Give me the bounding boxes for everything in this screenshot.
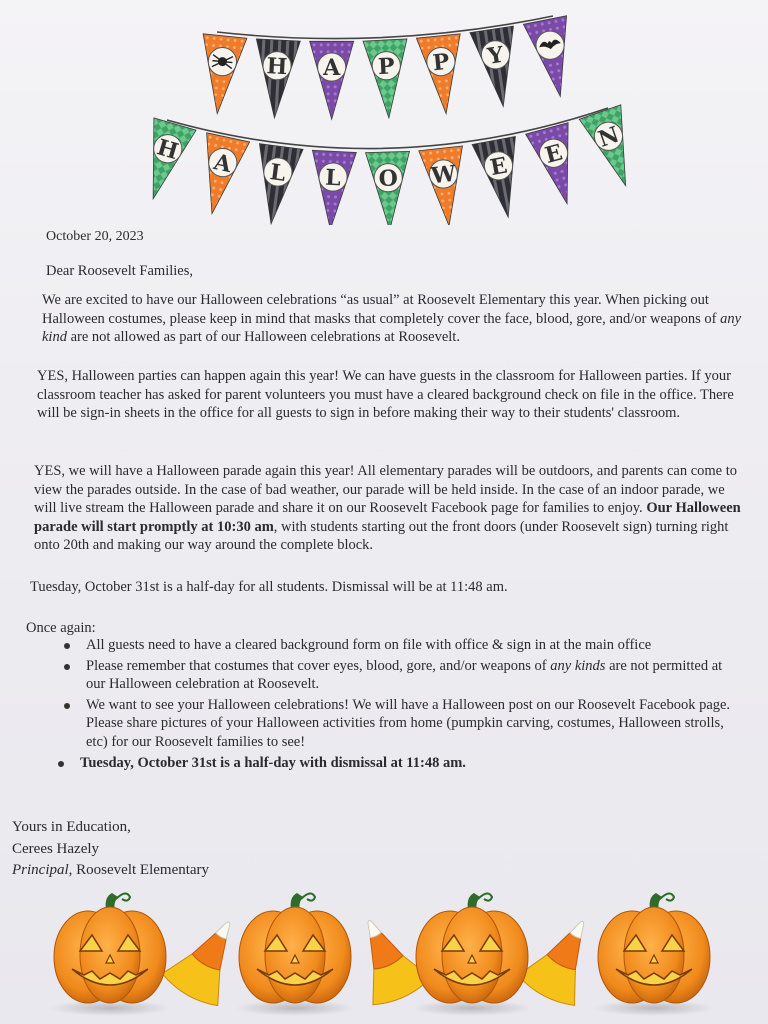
- bullet-icon: [58, 761, 64, 767]
- list-item: [58, 696, 738, 752]
- pennant-letter-e: [526, 123, 589, 210]
- pennant-letter-text: A: [323, 55, 341, 82]
- pennant-letter-text: N: [595, 121, 623, 153]
- pennant-letter-l: [249, 144, 303, 225]
- pennant-letter-o: [366, 151, 412, 225]
- pennant-letter-a: [190, 133, 249, 218]
- paragraph-parade-text: YES, we will have a Halloween parade again this year! All elementary parades will be outdoors, and parents can come to view the parades outside. In the case of bad weather, our parade will be held inside. In the case of an indoor parade, we will live stream the Halloween parade and share it on our Roosevelt Facebook page for families to enjoy.: [34, 463, 738, 517]
- list-item-bold: Tuesday, October 31st is a half-day with dismissal at 11:48 am.: [80, 754, 466, 771]
- pumpkin-icon: [50, 893, 170, 1016]
- paragraph-half-day: Tuesday, October 31st is a half-day for all students. Dismissal will be at 11:48 am.: [30, 579, 508, 595]
- pennant-letter-text: Y: [485, 41, 506, 70]
- pennant-letter-l: [308, 150, 356, 225]
- pumpkin-icon: [412, 893, 532, 1016]
- paragraph-costumes-text-end: are not allowed as part of our Halloween celebrations at Roosevelt.: [66, 329, 460, 346]
- pennant-letter-text: W: [429, 160, 458, 190]
- paragraph-parade-bold: Our Halloween parade will start promptly at 10:30 am: [34, 500, 741, 535]
- pennant-letter-p: [416, 34, 468, 116]
- pennant-letter-p: [363, 39, 411, 119]
- list-item-emphasis: any kinds: [550, 657, 606, 674]
- pennant-letter-y: [470, 26, 525, 110]
- pennant-letter-h: [252, 39, 300, 119]
- signer-title-school: , Roosevelt Elementary: [68, 862, 210, 878]
- pumpkin-icon: [594, 893, 714, 1016]
- pennant-letter-text: E: [488, 152, 510, 182]
- paragraph-parade-text-end: , with students starting out the front doors (under Roosevelt sign) turning right onto 20th and making our way around the complete block.: [34, 518, 729, 554]
- bullet-icon: [64, 643, 70, 649]
- pennant-letter-w: [419, 146, 471, 225]
- paragraph-parties: YES, Halloween parties can happen again this year! We can have guests in the classroom for Halloween parties. If your classroom teacher has asked for parent volunteers you must have a cleared background check on file in the office. There will be sign-in sheets in the office for all guests to sign in before making their way to their students' classroom.: [37, 368, 734, 422]
- list-item: [58, 657, 738, 694]
- signer-name: Cerees Hazely: [12, 840, 100, 857]
- pennant-letter-e: [472, 136, 530, 221]
- paragraph-parade: [34, 462, 746, 555]
- letter-greeting: Dear Roosevelt Families,: [46, 263, 193, 279]
- paragraph-costumes: [42, 291, 754, 347]
- pennant-letter-text: L: [268, 159, 288, 187]
- pennant-letter-text: O: [378, 165, 399, 192]
- signer-title-role: Principal: [12, 862, 69, 878]
- once-again-label: Once again:: [26, 620, 96, 636]
- pennant-letter-n: [579, 105, 646, 193]
- list-item: [52, 754, 738, 773]
- pennant-letter-text: P: [377, 53, 396, 81]
- pennant-bat-icon: [523, 16, 581, 101]
- pennant-letter-text: E: [542, 139, 566, 169]
- letter-date: October 20, 2023: [46, 229, 144, 244]
- happy-halloween-banner: [0, 0, 768, 225]
- pennant-letter-a: [310, 41, 354, 119]
- pumpkin-candy-border: [0, 875, 768, 1024]
- paragraph-costumes-emphasis: any kind: [42, 310, 742, 346]
- list-item-text: Please remember that costumes that cover eyes, blood, gore, and/or weapons of: [86, 657, 551, 674]
- bullet-icon: [64, 664, 70, 670]
- candy-corn-icon: [515, 906, 611, 1010]
- list-item-text: We want to see your Halloween celebrations! We will have a Halloween post on our Roosevelt Facebook page. Please share pictures of your Halloween activities from home (pumpkin carving, costumes, Halloween strolls, etc) for our Roosevelt families to see!: [86, 696, 731, 750]
- pumpkin-icon: [235, 893, 355, 1016]
- pennant-letter-text: A: [211, 149, 234, 179]
- bullet-icon: [64, 703, 70, 709]
- list-item-text: All guests need to have a cleared background form on file with office & sign in at the main office: [86, 637, 652, 653]
- pennant-spider-icon: [195, 34, 247, 116]
- pennant-letter-text: H: [153, 134, 182, 166]
- reminder-list: [58, 636, 738, 774]
- pennant-letter-h: [132, 118, 196, 205]
- list-item: [58, 636, 738, 655]
- paragraph-costumes-text: We are excited to have our Halloween celebrations “as usual” at Roosevelt Elementary this year. When picking out Halloween costumes, please keep in mind that masks that completely cover the face, blood, gore, and/or weapons of: [42, 292, 721, 327]
- list-item-text-end: are not permitted at our Halloween celebration at Roosevelt.: [86, 657, 723, 693]
- closing-line: Yours in Education,: [12, 819, 131, 835]
- pennant-letter-text: P: [431, 48, 451, 77]
- signature-block: [12, 817, 209, 882]
- pennant-letter-text: L: [324, 164, 342, 192]
- pennant-letter-text: H: [265, 53, 289, 81]
